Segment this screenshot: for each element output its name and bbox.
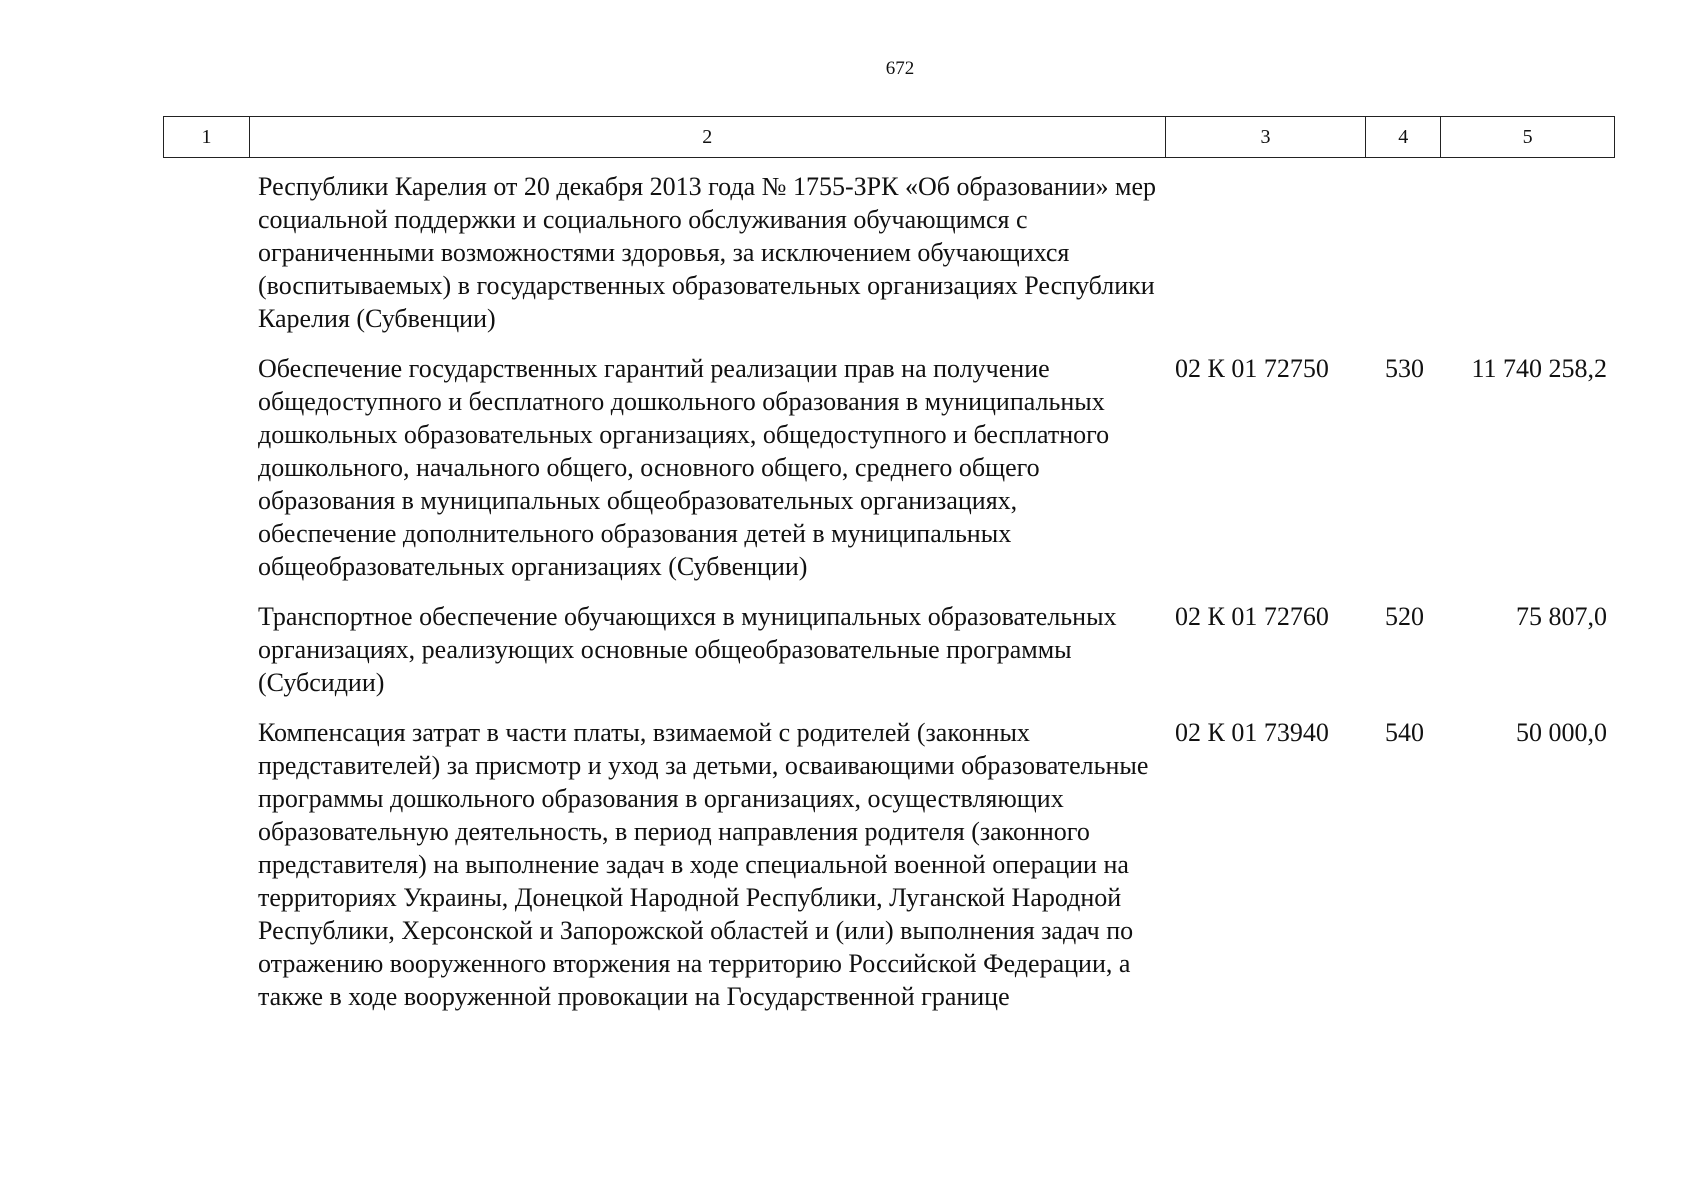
header-cell-5: 5: [1522, 125, 1533, 148]
row-code: [1166, 170, 1367, 335]
table-row: [163, 600, 1615, 699]
row-empty-cell: [163, 170, 249, 335]
row-code: 02 К 01 73940: [1175, 718, 1329, 747]
row-description: Компенсация затрат в части платы, взимаемой с родителей (законных представителей) за присмотр и уход за детьми, осваивающими образовательные программы дошкольного образования в организациях, осуществляющих образовательную деятельность, в период направления родителя (законного представителя) на выполнение задач в ходе специальной военной операции на территориях Украины, Донецкой Народной Республики, Луганской Народной Республики, Херсонской и Запорожской областей и (или) выполнения задач по отражению вооруженного вторжения на территорию Российской Федерации, а также в ходе вооруженной провокации на Государственной границе: [258, 718, 1149, 1011]
row-empty-cell: [163, 716, 249, 1013]
row-amount: 11 740 258,2: [1471, 354, 1607, 383]
row-description: Обеспечение государственных гарантий реализации прав на получение общедоступного и бесплатного дошкольного образования в муниципальных дошкольных образовательных организациях, общедоступного и бесплатного дошкольного, начального общего, основного общего, среднего общего образования в муниципальных общеобразовательных организациях, обеспечение дополнительного образования детей в муниципальных общеобразовательных организациях (Субвенции): [258, 354, 1110, 581]
row-code: 02 К 01 72750: [1175, 354, 1329, 383]
table-row: [163, 716, 1615, 1013]
row-type: 520: [1385, 602, 1424, 631]
table-row: [163, 170, 1615, 335]
header-cell-2: 2: [250, 117, 1166, 157]
table-row: [163, 352, 1615, 583]
header-cell-1: 1: [164, 117, 250, 157]
row-amount: 50 000,0: [1516, 718, 1607, 747]
row-type: 540: [1385, 718, 1424, 747]
row-description: Республики Карелия от 20 декабря 2013 года № 1755-ЗРК «Об образовании» мер социальной поддержки и социального обслуживания обучающимся с ограниченными возможностями здоровья, за исключением обучающихся (воспитываемых) в государственных образовательных организациях Республики Карелия (Субвенции): [258, 172, 1157, 333]
header-cell-3: 3: [1166, 117, 1367, 157]
row-code: 02 К 01 72760: [1175, 602, 1329, 631]
row-type: 530: [1385, 354, 1424, 383]
table-header: [163, 116, 1615, 158]
row-amount: 75 807,0: [1516, 602, 1607, 631]
header-cell-4: 4: [1366, 117, 1441, 157]
row-amount: [1442, 170, 1615, 335]
row-description: Транспортное обеспечение обучающихся в муниципальных образовательных организациях, реализующих основные общеобразовательные программы (Субсидии): [258, 602, 1117, 697]
row-empty-cell: [163, 600, 249, 699]
page-number: 672: [885, 58, 915, 79]
row-empty-cell: [163, 352, 249, 583]
table-body: [163, 170, 1615, 1030]
row-type: [1367, 170, 1442, 335]
